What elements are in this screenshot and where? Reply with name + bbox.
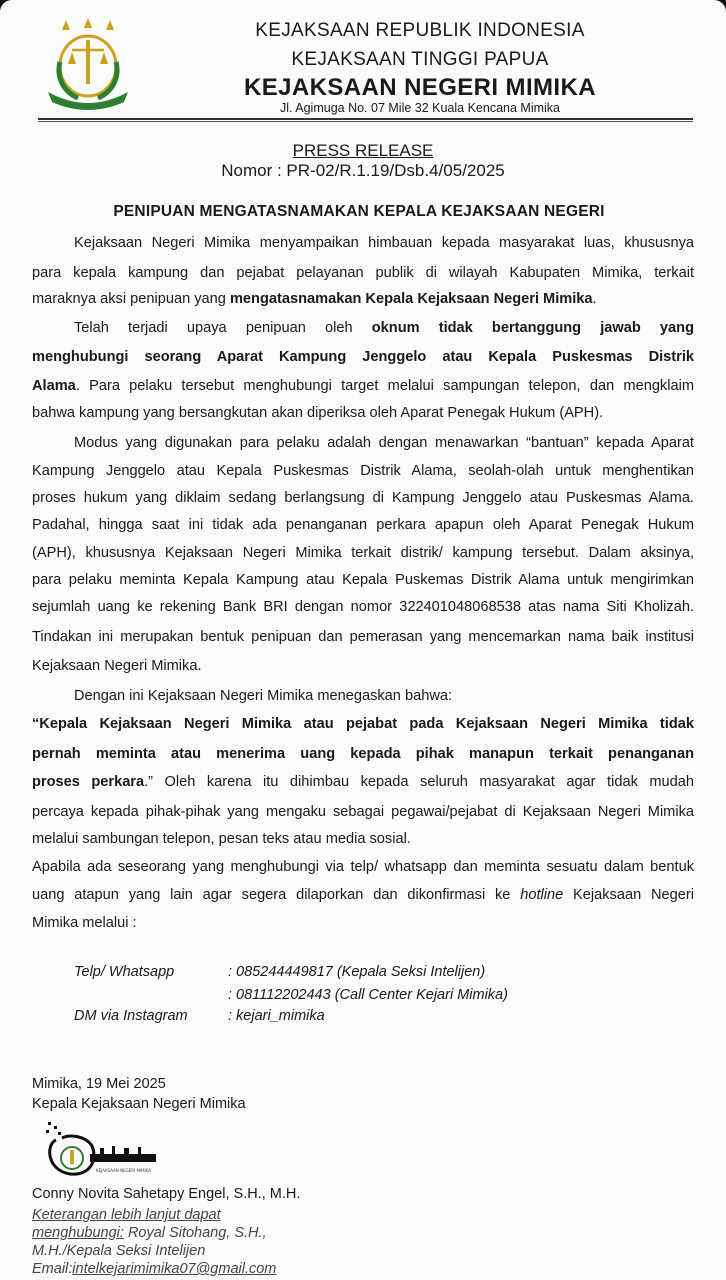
p2-line: menghubungi seorang Aparat Kampung Jenggelo atau Kepala Puskesmas Distrik [32, 349, 694, 365]
kejaksaan-emblem-logo [44, 18, 132, 110]
p5-line: proses perkara.” Oleh karena itu dihimbau kepada seluruh masyarakat agar tidak mudah [32, 774, 694, 790]
p2-line: bahwa kampung yang bersangkutan akan diperiksa oleh Aparat Penegak Hukum (APH). [32, 405, 604, 421]
hotline-word: hotline [520, 887, 564, 903]
p3-line: proses hukum yang diklaim sedang berlangsung di Kampung Jenggelo atau Puskesmas Alama. [32, 490, 694, 506]
p1-bold-phrase: mengatasnamakan Kepala Kejaksaan Negeri Mimika [229, 291, 593, 307]
note-line: Keterangan lebih lanjut dapat [32, 1207, 221, 1223]
p1-line: maraknya aksi penipuan yang mengatasnamakan Kepala Kejaksaan Negeri Mimika. [32, 291, 597, 307]
p2-bold-phrase: oknum tidak bertanggung jawab yang [371, 320, 694, 336]
contact-telp-1: : 085244449817 (Kepala Seksi Intelijen) [228, 964, 486, 980]
p2-line: Alama. Para pelaku tersebut menghubungi target melalui sampungan telepon, dan mengklaim [32, 378, 694, 394]
p6-line: Apabila ada seseorang yang menghubungi via telp/ whatsapp dan meminta sesuatu dalam bentuk [32, 859, 694, 875]
signature-place-date: Mimika, 19 Mei 2025 [32, 1076, 166, 1092]
p5-bold-line: “Kepala Kejaksaan Negeri Mimika atau pejabat pada Kejaksaan Negeri Mimika tidak [32, 716, 694, 732]
p5-line: percaya kepada pihak-pihak yang mengaku sebagai pegawai/pejabat di Kejaksaan Negeri Mimika [32, 804, 694, 820]
p3-line: sejumlah uang ke rekening Bank BRI dengan nomor 322401048068538 atas nama Siti Kholizah. [32, 599, 694, 615]
p3-line: Kejaksaan Negeri Mimika. [32, 658, 202, 674]
press-release-number: Nomor : PR-02/R.1.19/Dsb.4/05/2025 [221, 161, 505, 180]
p3-line: (APH), khususnya Kejaksaan Negeri Mimika terkait distrik/ kampung tersebut. Dalam aksinya, [32, 545, 694, 561]
note-email-line: Email:intelkejarimimika07@gmail.com [32, 1261, 277, 1277]
header-high-prosecutor: KEJAKSAAN TINGGI PAPUA [291, 49, 549, 70]
p1-line: Kejaksaan Negeri Mimika menyampaikan himbauan kepada masyarakat luas, khususnya [74, 235, 694, 251]
p6-line: Mimika melalui : [32, 915, 137, 931]
header-district-prosecutor: KEJAKSAAN NEGERI MIMIKA [244, 74, 596, 101]
contact-email-link: intelkejarimimika07@gmail.com [72, 1261, 277, 1277]
signatory-name: Conny Novita Sahetapy Engel, S.H., M.H. [32, 1186, 301, 1202]
press-release-label: PRESS RELEASE [292, 141, 434, 160]
header-address: Jl. Agimuga No. 07 Mile 32 Kuala Kencana Mimika [279, 101, 560, 115]
contact-telp-label: Telp/ Whatsapp [74, 964, 175, 980]
note-line: menghubungi: Royal Sitohang, S.H., [32, 1225, 267, 1241]
contact-instagram-label: DM via Instagram [74, 1008, 188, 1024]
p5-bold-line: pernah meminta atau menerima uang kepada pihak manapun terkait penanganan [32, 746, 694, 762]
note-line: M.H./Kepala Seksi Intelijen [32, 1243, 206, 1259]
p6-line: uang atapun yang lain agar segera dilaporkan dan dikonfirmasi ke hotline Kejaksaan Negeri [32, 887, 694, 903]
signature-stamp-icon [40, 1120, 160, 1180]
stamp-caption: KEJAKSAAN NEGERI MIMIKA [96, 1168, 152, 1173]
p1-line: para kepala kampung dan pejabat pelayanan publik di wilayah Kabupaten Mimika, terkait [32, 265, 694, 281]
p5-line: melalui sambungan telepon, pesan teks atau media sosial. [32, 831, 411, 847]
signature-position: Kepala Kejaksaan Negeri Mimika [32, 1096, 246, 1112]
p3-line: Kampung Jenggelo atau Kepala Puskesmas Distrik Alama, seolah-olah untuk menghentikan [32, 463, 694, 479]
p3-line: para pelaku meminta Kepala Kampung atau Kepala Puskemas Distrik Alama untuk mengirimkan [32, 572, 694, 588]
p2-line: Telah terjadi upaya penipuan oleh oknum tidak bertanggung jawab yang [74, 320, 694, 336]
header-republic: KEJAKSAAN REPUBLIK INDONESIA [255, 20, 585, 41]
p3-line: Tindakan ini merupakan bentuk penipuan dan pemerasan yang mencemarkan nama baik institusi [32, 629, 694, 645]
header-divider-thin [38, 121, 693, 122]
p4-line: Dengan ini Kejaksaan Negeri Mimika menegaskan bahwa: [74, 688, 453, 704]
document-title: PENIPUAN MENGATASNAMAKAN KEPALA KEJAKSAAN NEGERI [113, 203, 605, 220]
header-divider [38, 118, 693, 120]
contact-instagram-handle: : kejari_mimika [228, 1008, 325, 1024]
p3-line: Padahal, hingga saat ini tidak ada penanganan perkara apapun oleh Aparat Penegak Hukum [32, 517, 694, 533]
contact-telp-2: : 081112202443 (Call Center Kejari Mimika) [228, 987, 508, 1003]
p3-line: Modus yang digunakan para pelaku adalah dengan menawarkan “bantuan” kepada Aparat [74, 435, 694, 451]
